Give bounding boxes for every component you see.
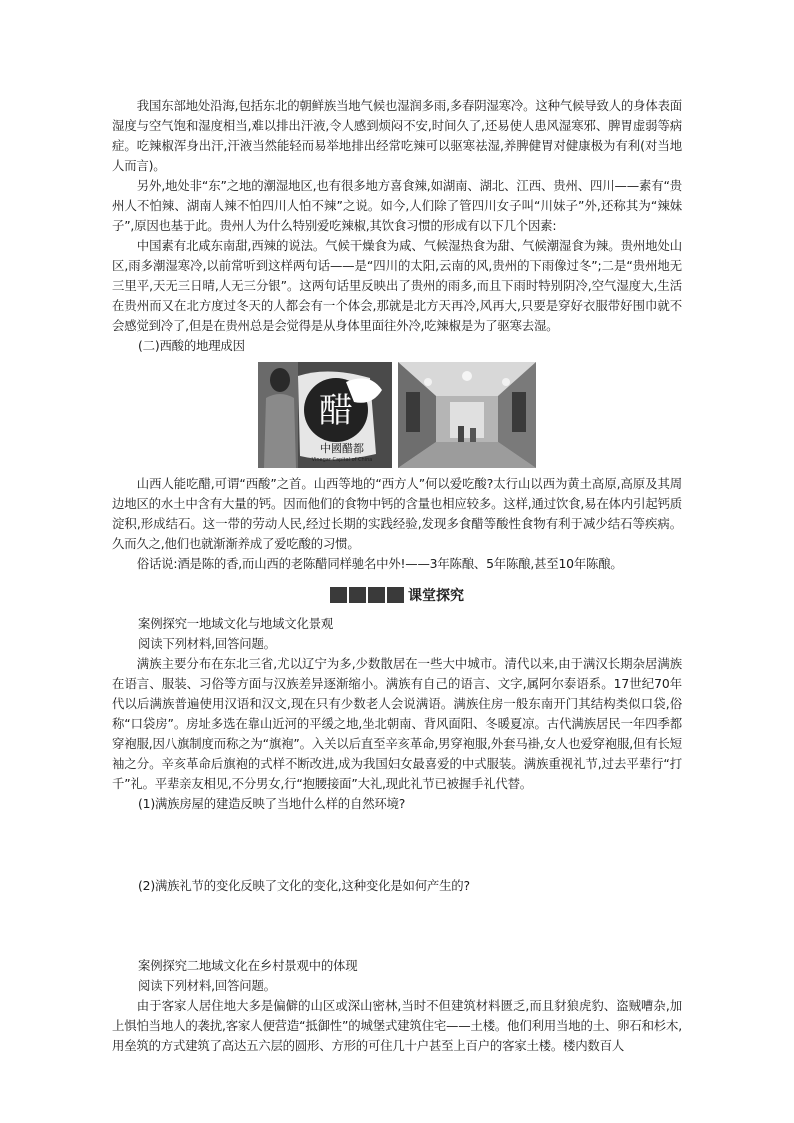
case1-question-1: (1)满族房屋的建造反映了当地什么样的自然环境? — [138, 796, 406, 811]
section-heading: (二)西酸的地理成因 — [138, 338, 245, 353]
banner-title: 课堂探究 — [408, 588, 464, 604]
vinegar-capital-photo — [258, 362, 392, 468]
banner-bar — [330, 587, 347, 603]
case1-question-2: (2)满族礼节的变化反映了文化的变化,这种变化是如何产生的? — [138, 878, 470, 893]
paragraph-saying: 俗话说:酒是陈的香,而山西的老陈醋同样驰名中外!——3年陈酿、5年陈酿,甚至10年陈酿。 — [136, 556, 623, 571]
answer-space — [112, 896, 682, 956]
paragraph-shanxi: 山西人能吃醋,可谓“西酸”之首。山西等地的“西方人”何以爱吃酸?太行山以西为黄土高原,高原及其周边地区的水土中含有大量的钙。因而他们的食物中钙的含量也相应较多。这样,通过饮食,易在体内引起钙质淀积,形成结石。这一带的劳动人民,经过长期的实践经验,发现多食醋等酸性食物有利于减少结石等疾病。久而久之,他们也就渐渐养成了爱吃酸的习惯。 — [112, 476, 682, 551]
hall-interior-photo — [398, 362, 536, 468]
case1-title: 案例探究一地域文化与地域文化景观 — [138, 616, 334, 631]
paragraph-guizhou: 中国素有北咸东南甜,西辣的说法。气候干燥食为咸、气候湿热食为甜、气候潮湿食为辣。贵州地处山区,雨多潮湿寒冷,以前常听到这样两句话——是“四川的太阳,云南的风,贵州的下雨像过冬”;二是“贵州地无三里平,天无三日晴,人无三分银”。这两句话里反映出了贵州的雨多,而且下雨时特别阴冷,空气湿度大,生活在贵州而又在北方度过冬天的人都会有一个体会,那就是北方天再冷,风再大,只要是穿好衣服带好围巾就不会感觉到冷了,但是在贵州总是会觉得是从身体里面往外冷,吃辣椒是为了驱寒去湿。 — [112, 238, 682, 333]
figure-row — [112, 362, 682, 468]
case2-title: 案例探究二地域文化在乡村景观中的体现 — [138, 958, 358, 973]
paragraph-other-regions: 另外,地处非“东”之地的潮湿地区,也有很多地方喜食辣,如湖南、湖北、江西、贵州、四川——素有“贵州人不怕辣、湖南人辣不怕四川人怕不辣”之说。如今,人们除了管四川女子叫“川妹子”外,还称其为“辣妹子”,原因也基于此。贵州人为什么特别爱吃辣椒,其饮食习惯的形成有以下几个因素: — [112, 178, 682, 233]
banner-bar — [368, 587, 385, 603]
banner-bars — [330, 587, 404, 603]
banner-bar — [349, 587, 366, 603]
vinegar-capital-logo: 中國醋都 — [320, 442, 364, 455]
answer-space — [112, 814, 682, 876]
hall-illustration — [398, 362, 536, 468]
banner-bar — [387, 587, 404, 603]
document-page — [112, 96, 682, 1056]
case2-material: 由于客家人居住地大多是偏僻的山区或深山密林,当时不但建筑材料匮乏,而且豺狼虎豹、盗贼嘈杂,加上惧怕当地人的袭扰,客家人便营造“抵御性”的城堡式建筑住宅——土楼。他们利用当地的土、卵石和杉木,用垒筑的方式建筑了高达五六层的圆形、方形的可住几十户甚至上百户的客家土楼。楼内数百人 — [112, 998, 682, 1053]
paragraph-east-coast: 我国东部地处沿海,包括东北的朝鲜族当地气候也湿润多雨,多春阴湿寒冷。这种气候导致人的身体表面湿度与空气饱和湿度相当,难以排出汗液,令人感到烦闷不安,时间久了,还易使人患风湿寒邪、脾胃虚弱等病症。吃辣椒浑身出汗,汗液当然能轻而易举地排出经常吃辣可以驱寒祛湿,养脾健胃对健康极为有利(对当地人而言)。 — [112, 98, 682, 173]
vinegar-capital-subtitle: Vinegar Capital of China — [311, 457, 373, 463]
vinegar-sign-illustration — [258, 362, 392, 468]
case2-instruction: 阅读下列材料,回答问题。 — [138, 978, 276, 993]
case1-material: 满族主要分布在东北三省,尤以辽宁为多,少数散居在一些大中城市。清代以来,由于满汉长期杂居满族在语言、服装、习俗等方面与汉族差异逐渐缩小。满族有自己的语言、文字,属阿尔泰语系。17世纪70年代以后满族普遍使用汉语和汉文,现在只有少数老人会说满语。满族住房一般东南开门其结构类似口袋,俗称“口袋房”。房址多选在靠山近河的平缓之地,坐北朝南、背风面阳、冬暖夏凉。古代满族居民一年四季都穿袍服,因八旗制度而称之为“旗袍”。入关以后直至辛亥革命,男穿袍服,外套马褂,女人也爱穿袍服,但有长短袖之分。辛亥革命后旗袍的式样不断改进,成为我国妇女最喜爱的中式服装。满族重视礼节,过去平辈行“打千”礼。平辈亲友相见,不分男女,行“抱腰接面”大礼,现此礼节已被握手礼代替。 — [112, 656, 682, 791]
vinegar-character: 醋 — [319, 391, 353, 431]
case1-instruction: 阅读下列材料,回答问题。 — [138, 636, 276, 651]
section-banner — [112, 584, 682, 606]
